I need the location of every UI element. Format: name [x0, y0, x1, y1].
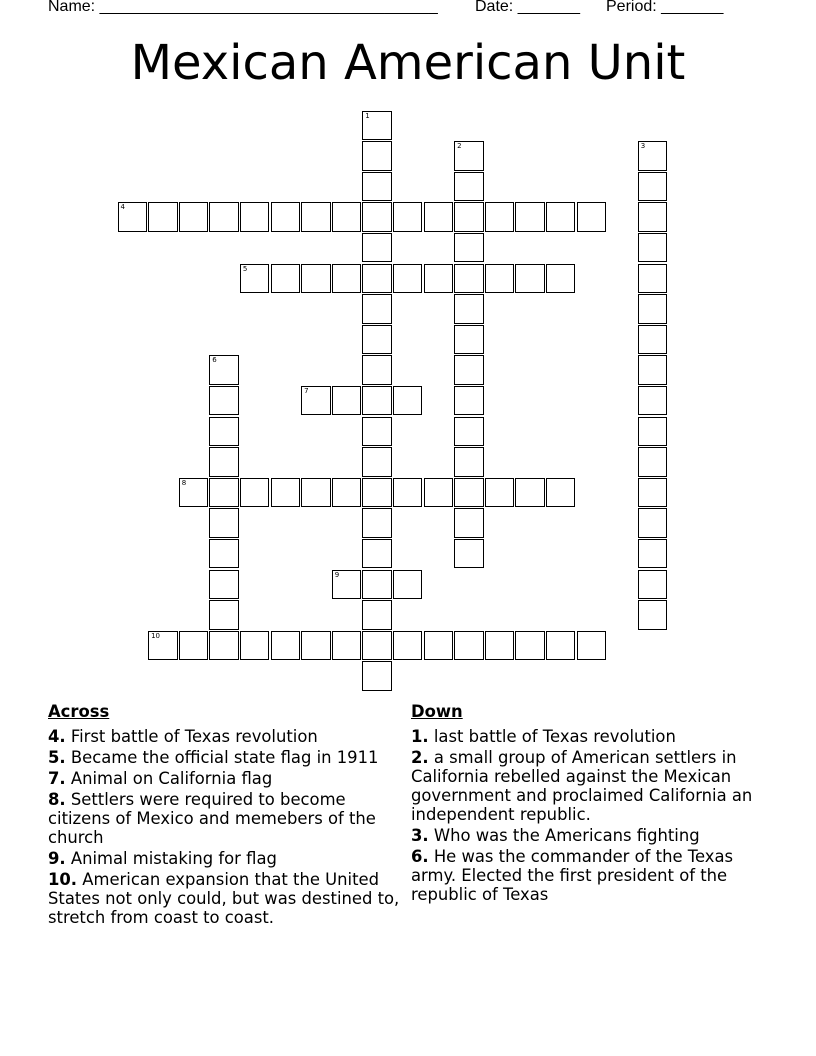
grid-cell[interactable]: [638, 325, 668, 355]
grid-cell[interactable]: [332, 478, 362, 508]
grid-cell[interactable]: [393, 202, 423, 232]
grid-cell[interactable]: [454, 294, 484, 324]
grid-cell[interactable]: [362, 264, 392, 294]
grid-cell[interactable]: [240, 478, 270, 508]
grid-cell[interactable]: [454, 417, 484, 447]
grid-cell[interactable]: [638, 508, 668, 538]
grid-cell[interactable]: [362, 111, 392, 141]
grid-cell[interactable]: [240, 631, 270, 661]
grid-cell[interactable]: [118, 202, 148, 232]
down-heading: Down: [411, 702, 463, 721]
clue-number: 9: [334, 570, 340, 579]
grid-cell[interactable]: [209, 570, 239, 600]
clue-number: 10: [151, 631, 161, 640]
across-heading: Across: [48, 702, 110, 721]
grid-cell[interactable]: [454, 447, 484, 477]
grid-cell[interactable]: [638, 141, 668, 171]
grid-cell[interactable]: [362, 447, 392, 477]
grid-cell[interactable]: [424, 264, 454, 294]
grid-cell[interactable]: [332, 570, 362, 600]
grid-cell[interactable]: [240, 202, 270, 232]
grid-cell[interactable]: [638, 600, 668, 630]
grid-cell[interactable]: [209, 447, 239, 477]
clue-down-6: 6. He was the commander of the Texas army. Elected the first president of the republic of Texas: [411, 847, 734, 904]
grid-cell[interactable]: [209, 386, 239, 416]
grid-cell[interactable]: [209, 508, 239, 538]
grid-cell[interactable]: [638, 570, 668, 600]
grid-cell[interactable]: [362, 631, 392, 661]
page-title: Mexican American Unit: [130, 35, 686, 91]
grid-cell[interactable]: [546, 264, 576, 294]
grid-cell[interactable]: [638, 202, 668, 232]
grid-cell[interactable]: [271, 631, 301, 661]
grid-cell[interactable]: [393, 478, 423, 508]
grid-cell[interactable]: [332, 264, 362, 294]
clue-number: 6: [212, 356, 217, 365]
grid-cell[interactable]: [454, 233, 484, 263]
grid-cell[interactable]: [638, 447, 668, 477]
grid-cell[interactable]: [362, 355, 392, 385]
grid-cell[interactable]: [638, 355, 668, 385]
grid-cell[interactable]: [485, 264, 515, 294]
grid-cell[interactable]: [638, 478, 668, 508]
grid-cell[interactable]: [179, 202, 209, 232]
grid-cell[interactable]: [209, 539, 239, 569]
grid-cell[interactable]: [393, 386, 423, 416]
grid-cell[interactable]: [301, 386, 331, 416]
grid-cell[interactable]: [393, 631, 423, 661]
grid-cell[interactable]: [148, 202, 178, 232]
grid-cell[interactable]: [577, 631, 607, 661]
grid-cell[interactable]: [454, 508, 484, 538]
grid-cell[interactable]: [362, 570, 392, 600]
grid-cell[interactable]: [546, 478, 576, 508]
clue-number: 3: [640, 142, 646, 151]
clue-number: 4: [120, 203, 125, 212]
grid-cell[interactable]: [546, 631, 576, 661]
clue-across-7: 7. Animal on California flag: [48, 769, 273, 788]
down-clues: [411, 702, 756, 906]
grid-cell[interactable]: [393, 264, 423, 294]
grid-cell[interactable]: [454, 202, 484, 232]
grid-cell[interactable]: [424, 202, 454, 232]
grid-cell[interactable]: [515, 631, 545, 661]
grid-cell[interactable]: [179, 478, 209, 508]
grid-cell[interactable]: [515, 478, 545, 508]
grid-cell[interactable]: [454, 631, 484, 661]
grid-cell[interactable]: [362, 294, 392, 324]
grid-cell[interactable]: [454, 172, 484, 202]
grid-cell[interactable]: [332, 202, 362, 232]
grid-cell[interactable]: [638, 172, 668, 202]
period-field[interactable]: Period: _______: [606, 0, 724, 15]
grid-cell[interactable]: [362, 661, 392, 691]
grid-cell[interactable]: [148, 631, 178, 661]
grid-cell[interactable]: [362, 202, 392, 232]
grid-cell[interactable]: [209, 417, 239, 447]
grid-cell[interactable]: [638, 386, 668, 416]
grid-cell[interactable]: [638, 264, 668, 294]
clue-down-3: 3. Who was the Americans fighting: [411, 826, 700, 845]
grid-cell[interactable]: [515, 264, 545, 294]
date-field[interactable]: Date: _______: [475, 0, 580, 15]
clue-across-5: 5. Became the official state flag in 1911: [48, 748, 379, 767]
grid-cell[interactable]: [362, 141, 392, 171]
grid-cell[interactable]: [485, 631, 515, 661]
grid-cell[interactable]: [454, 478, 484, 508]
grid-cell[interactable]: [393, 570, 423, 600]
clue-across-4: 4. First battle of Texas revolution: [48, 727, 318, 746]
clue-number: 8: [181, 478, 187, 487]
grid-cell[interactable]: [271, 202, 301, 232]
grid-cell[interactable]: [362, 600, 392, 630]
grid-cell[interactable]: [454, 355, 484, 385]
grid-cell[interactable]: [362, 386, 392, 416]
grid-cell[interactable]: [454, 325, 484, 355]
grid-cell[interactable]: [240, 264, 270, 294]
grid-cell[interactable]: [209, 202, 239, 232]
grid-cell[interactable]: [454, 141, 484, 171]
grid-cell[interactable]: [301, 478, 331, 508]
grid-cell[interactable]: [454, 264, 484, 294]
grid-cell[interactable]: [332, 631, 362, 661]
grid-cell[interactable]: [271, 478, 301, 508]
grid-cell[interactable]: [485, 202, 515, 232]
grid-cell[interactable]: [515, 202, 545, 232]
clue-across-9: 9. Animal mistaking for flag: [48, 849, 277, 868]
grid-cell[interactable]: [454, 386, 484, 416]
grid-cell[interactable]: [424, 631, 454, 661]
grid-cell[interactable]: [362, 417, 392, 447]
clue-across-8: 8. Settlers were required to become citizens of Mexico and memebers of the church: [48, 790, 376, 847]
grid-cell[interactable]: [362, 539, 392, 569]
grid-cell[interactable]: [301, 264, 331, 294]
grid-cell[interactable]: [546, 202, 576, 232]
grid-cell[interactable]: [424, 478, 454, 508]
clue-down-1: 1. last battle of Texas revolution: [411, 727, 676, 746]
grid-cell[interactable]: [454, 539, 484, 569]
grid-cell[interactable]: [362, 478, 392, 508]
grid-cell[interactable]: [485, 478, 515, 508]
grid-cell[interactable]: [638, 417, 668, 447]
grid-cell[interactable]: [209, 355, 239, 385]
across-clues: [48, 702, 408, 929]
grid-cell[interactable]: [209, 631, 239, 661]
grid-cell[interactable]: [362, 325, 392, 355]
clue-across-10: 10. American expansion that the United States not only could, but was destined to, stretch from coast to coast.: [48, 870, 400, 927]
clue-down-2: 2. a small group of American settlers in California rebelled against the Mexican government and proclaimed California an independent republic.: [411, 748, 753, 824]
grid-cell[interactable]: [362, 233, 392, 263]
grid-cell[interactable]: [638, 539, 668, 569]
clue-number: 2: [457, 142, 462, 151]
grid-cell[interactable]: [362, 172, 392, 202]
grid-cell[interactable]: [638, 233, 668, 263]
grid-cell[interactable]: [577, 202, 607, 232]
grid-cell[interactable]: [209, 600, 239, 630]
grid-cell[interactable]: [209, 478, 239, 508]
grid-cell[interactable]: [271, 264, 301, 294]
grid-cell[interactable]: [179, 631, 209, 661]
grid-cell[interactable]: [301, 202, 331, 232]
clue-number: 7: [304, 386, 309, 395]
grid-cell[interactable]: [332, 386, 362, 416]
name-field[interactable]: Name: ______________________________________: [48, 0, 438, 15]
grid-cell[interactable]: [301, 631, 331, 661]
grid-cell[interactable]: [362, 508, 392, 538]
clue-number: 5: [242, 264, 248, 273]
grid-cell[interactable]: [638, 294, 668, 324]
clue-number: 1: [365, 111, 370, 120]
